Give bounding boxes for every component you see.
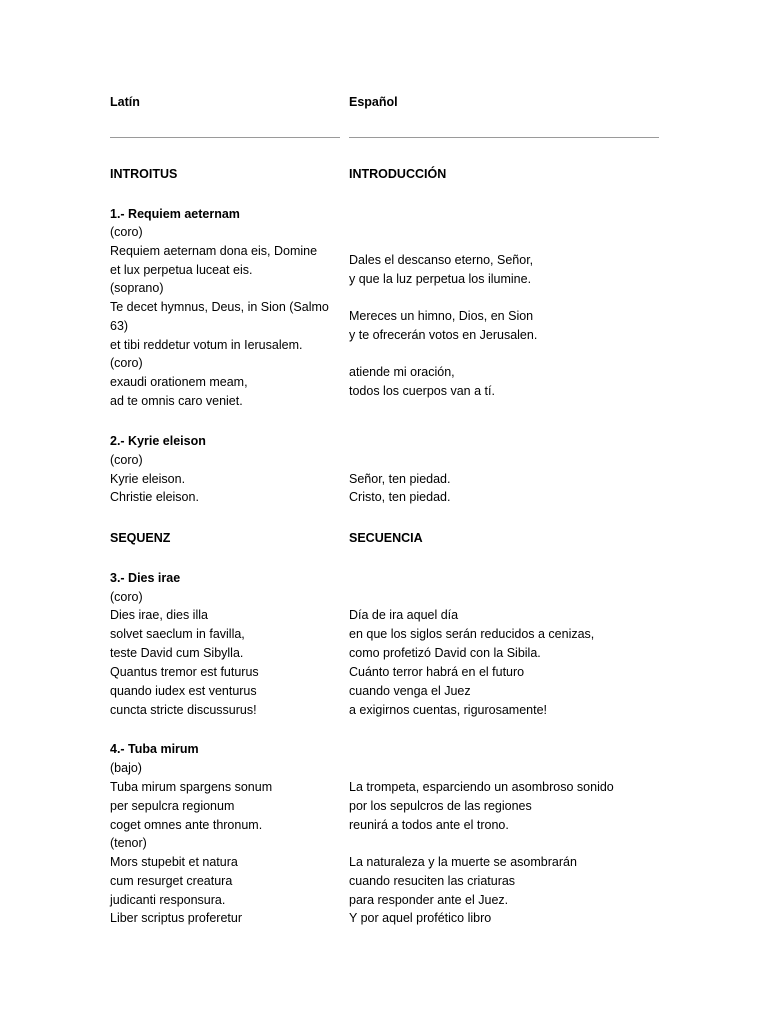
- latin-line: judicanti responsura.: [110, 893, 226, 907]
- latin-line: Tuba mirum spargens sonum: [110, 780, 273, 794]
- spanish-heading: SECUENCIA: [349, 531, 423, 545]
- latin-line: (soprano): [110, 281, 164, 295]
- latin-line: Christie eleison.: [110, 490, 199, 504]
- spanish-line: a exigirnos cuentas, rigurosamente!: [349, 703, 548, 717]
- latin-heading: INTROITUS: [110, 167, 178, 181]
- latin-line: cuncta stricte discussurus!: [110, 703, 257, 717]
- spanish-line: y te ofrecerán votos en Jerusalen.: [349, 328, 538, 342]
- latin-line: ad te omnis caro veniet.: [110, 394, 243, 408]
- latin-heading: 4.- Tuba mirum: [110, 742, 199, 756]
- spanish-line: La naturaleza y la muerte se asombrarán: [349, 855, 577, 869]
- latin-line: cum resurget creatura: [110, 874, 233, 888]
- latin-line: 63): [110, 319, 129, 333]
- latin-line: per sepulcra regionum: [110, 799, 235, 813]
- spanish-line: Día de ira aquel día: [349, 608, 459, 622]
- latin-line: (bajo): [110, 761, 142, 775]
- latin-line: Dies irae, dies illa: [110, 608, 208, 622]
- latin-line: et tibi reddetur votum in Ierusalem.: [110, 338, 303, 352]
- spanish-heading: INTRODUCCIÓN: [349, 167, 447, 181]
- spanish-line: cuando venga el Juez: [349, 684, 471, 698]
- latin-heading: 1.- Requiem aeternam: [110, 207, 240, 221]
- spanish-line: Cristo, ten piedad.: [349, 490, 451, 504]
- spanish-line: Señor, ten piedad.: [349, 472, 451, 486]
- spanish-line: para responder ante el Juez.: [349, 893, 509, 907]
- latin-line: Mors stupebit et natura: [110, 855, 238, 869]
- spanish-line: Mereces un himno, Dios, en Sion: [349, 309, 534, 323]
- latin-line: (coro): [110, 225, 143, 239]
- spanish-line: Cuánto terror habrá en el futuro: [349, 665, 525, 679]
- column-header-latin: Latín: [110, 95, 140, 109]
- spanish-line: Y por aquel profético libro: [349, 911, 492, 925]
- latin-line: Kyrie eleison.: [110, 472, 186, 486]
- spanish-line: Dales el descanso eterno, Señor,: [349, 253, 534, 267]
- spanish-line: atiende mi oración,: [349, 365, 455, 379]
- latin-line: Liber scriptus proferetur: [110, 911, 243, 925]
- latin-line: (coro): [110, 356, 143, 370]
- header-rule-left: [110, 137, 340, 138]
- latin-line: Quantus tremor est futurus: [110, 665, 259, 679]
- spanish-line: todos los cuerpos van a tí.: [349, 384, 495, 398]
- spanish-line: y que la luz perpetua los ilumine.: [349, 272, 532, 286]
- spanish-line: cuando resuciten las criaturas: [349, 874, 516, 888]
- latin-line: (coro): [110, 453, 143, 467]
- latin-line: et lux perpetua luceat eis.: [110, 263, 253, 277]
- latin-heading: 2.- Kyrie eleison: [110, 434, 206, 448]
- latin-line: Requiem aeternam dona eis, Domine: [110, 244, 318, 258]
- latin-line: solvet saeclum in favilla,: [110, 627, 245, 641]
- latin-line: (tenor): [110, 836, 147, 850]
- latin-heading: 3.- Dies irae: [110, 571, 181, 585]
- latin-line: (coro): [110, 590, 143, 604]
- latin-line: exaudi orationem meam,: [110, 375, 248, 389]
- latin-line: Te decet hymnus, Deus, in Sion (Salmo: [110, 300, 329, 314]
- header-rule-right: [349, 137, 659, 138]
- spanish-line: en que los siglos serán reducidos a cenizas,: [349, 627, 595, 641]
- column-header-spanish: Español: [349, 95, 398, 109]
- spanish-line: La trompeta, esparciendo un asombroso sonido: [349, 780, 614, 794]
- latin-line: coget omnes ante thronum.: [110, 818, 263, 832]
- latin-heading: SEQUENZ: [110, 531, 171, 545]
- spanish-line: reunirá a todos ante el trono.: [349, 818, 509, 832]
- latin-line: teste David cum Sibylla.: [110, 646, 244, 660]
- latin-line: quando iudex est venturus: [110, 684, 257, 698]
- spanish-line: como profetizó David con la Sibila.: [349, 646, 541, 660]
- spanish-line: por los sepulcros de las regiones: [349, 799, 532, 813]
